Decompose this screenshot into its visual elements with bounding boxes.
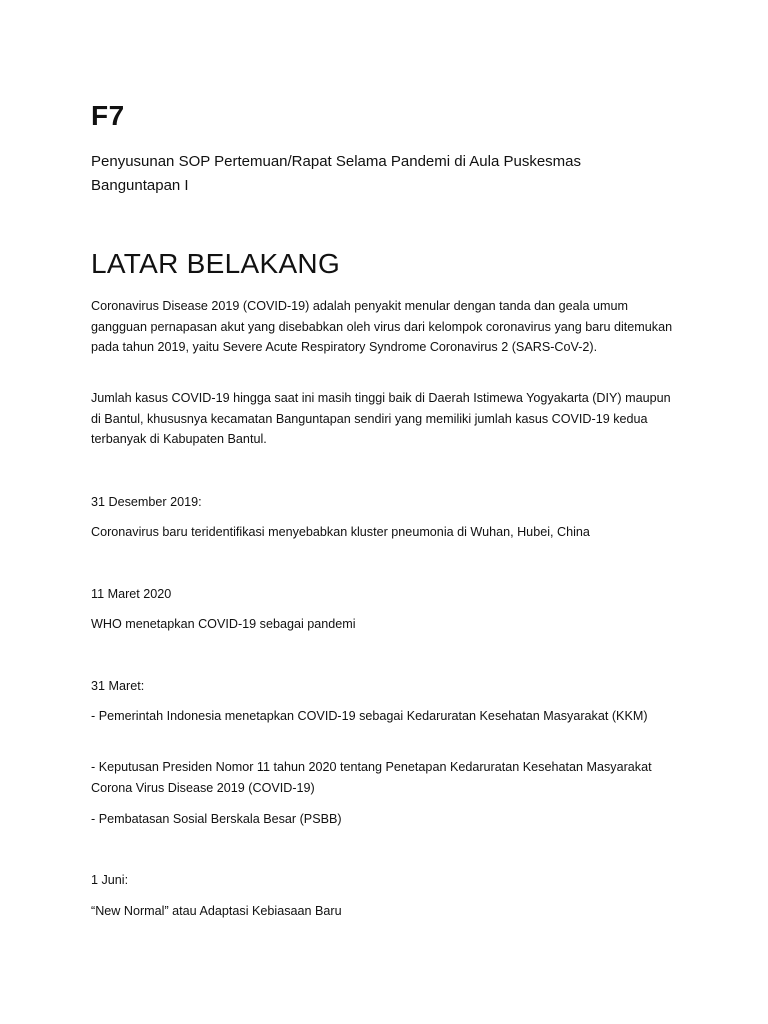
timeline-item-3c: - Pembatasan Sosial Berskala Besar (PSBB) — [91, 812, 342, 826]
timeline-date-3: 31 Maret: — [91, 679, 145, 693]
paragraph-case-count: Jumlah kasus COVID-19 hingga saat ini masih tinggi baik di Daerah Istimewa Yogyakarta (DIY) maupun di Bantul, khususnya kecamatan Banguntapan sendiri yang memiliki jumlah kasus COVID-19 kedua terbanyak di Kabupaten Bantul. — [91, 391, 671, 446]
section-heading: LATAR BELAKANG — [91, 248, 341, 279]
document-subtitle: Penyusunan SOP Pertemuan/Rapat Selama Pandemi di Aula Puskesmas Banguntapan I — [91, 153, 582, 194]
timeline-date-1: 31 Desember 2019: — [91, 495, 202, 509]
timeline-item-2: WHO menetapkan COVID-19 sebagai pandemi — [91, 617, 356, 631]
timeline-item-3b: - Keputusan Presiden Nomor 11 tahun 2020 tentang Penetapan Kedaruratan Kesehatan Masyarakat Corona Virus Disease 2019 (COVID-19) — [91, 760, 652, 795]
timeline-item-4: “New Normal” atau Adaptasi Kebiasaan Baru — [91, 904, 342, 918]
document-id: F7 — [91, 100, 125, 131]
timeline-item-1: Coronavirus baru teridentifikasi menyebabkan kluster pneumonia di Wuhan, Hubei, China — [91, 525, 590, 539]
paragraph-covid-definition: Coronavirus Disease 2019 (COVID-19) adalah penyakit menular dengan tanda dan geala umum gangguan pernapasan akut yang disebabkan oleh virus dari kelompok coronavirus yang baru ditemukan pada tahun 2019, yaitu Severe Acute Respiratory Syndrome Coronavirus 2 (SARS-CoV-2). — [91, 299, 673, 354]
timeline-item-3a: - Pemerintah Indonesia menetapkan COVID-19 sebagai Kedaruratan Kesehatan Masyarakat (KKM) — [91, 709, 648, 723]
timeline-date-2: 11 Maret 2020 — [91, 587, 172, 601]
timeline-date-4: 1 Juni: — [91, 873, 129, 887]
